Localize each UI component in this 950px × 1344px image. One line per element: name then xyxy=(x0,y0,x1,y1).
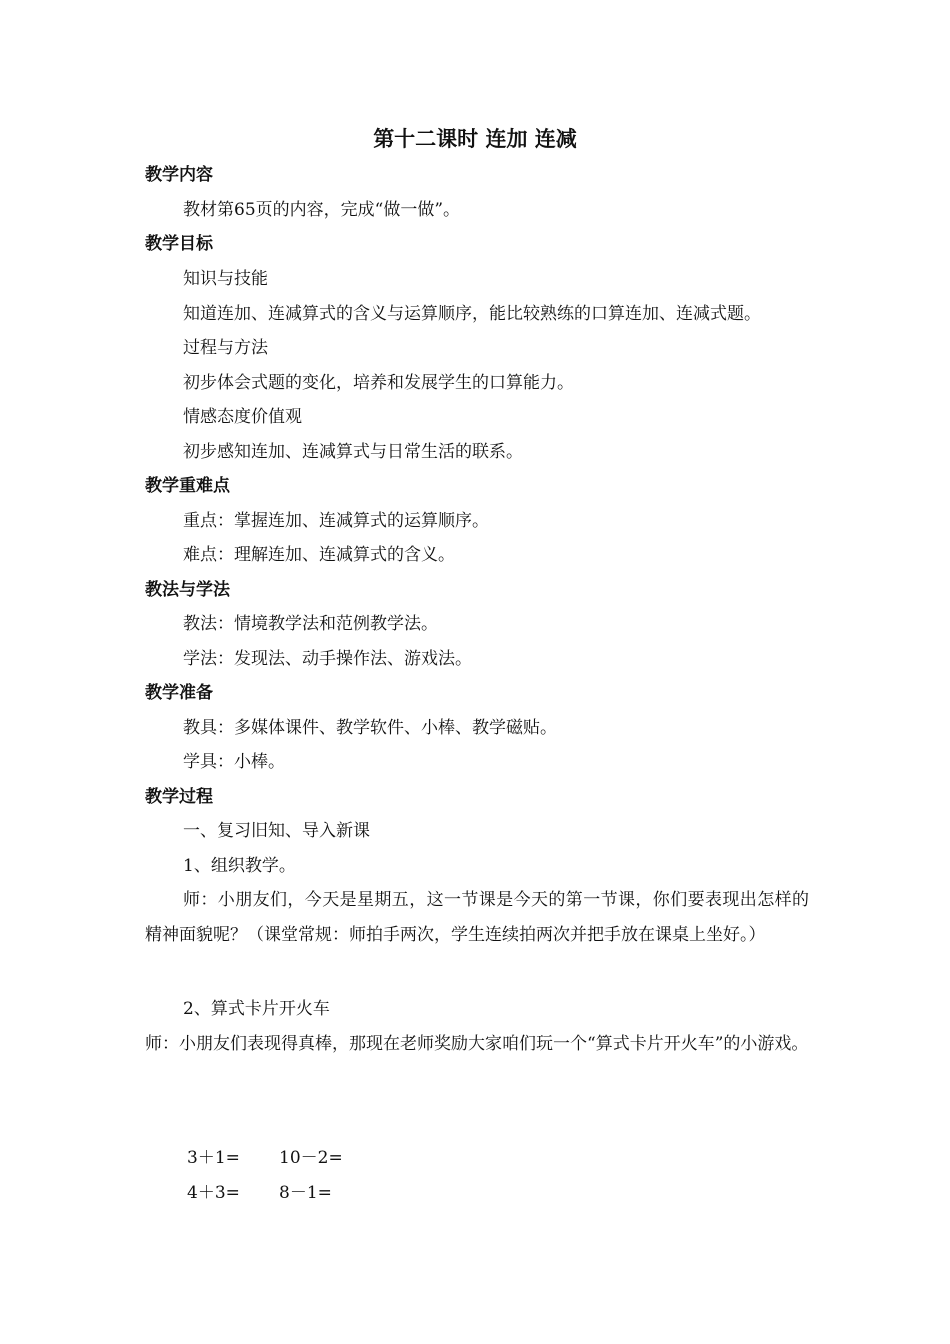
page-title: 第十二课时 连加 连减 xyxy=(373,126,577,151)
difficult-point: 难点：理解连加、连减算式的含义。 xyxy=(183,545,455,565)
goal2-text: 初步体会式题的变化，培养和发展学生的口算能力。 xyxy=(183,373,574,393)
process-heading: 教学过程 xyxy=(145,787,213,807)
step1-1: 1、组织教学。 xyxy=(183,856,296,876)
goal3-text: 初步感知连加、连减算式与日常生活的联系。 xyxy=(183,442,523,462)
goal1-text: 知道连加、连减算式的含义与运算顺序，能比较熟练的口算连加、连减式题。 xyxy=(183,304,761,324)
learn-method: 学法：发现法、动手操作法、游戏法。 xyxy=(183,649,472,669)
goal2-title: 过程与方法 xyxy=(183,338,268,358)
goal3-title: 情感态度价值观 xyxy=(183,407,302,427)
equation-card: 10－2= xyxy=(279,1148,343,1168)
teach-tools: 教具：多媒体课件、教学软件、小棒、教学磁贴。 xyxy=(183,718,557,738)
teach-method: 教法：情境教学法和范例教学法。 xyxy=(183,614,438,634)
step1-1-text: 师：小朋友们，今天是星期五，这一节课是今天的第一节课，你们要表现出怎样的精神面貌呢？（课堂常规：师拍手两次，学生连续拍两次并把手放在课桌上坐好。） xyxy=(145,890,809,945)
prep-heading: 教学准备 xyxy=(145,683,213,703)
equation-card: 4＋3= xyxy=(187,1183,240,1203)
content-text: 教材第65页的内容，完成“做一做”。 xyxy=(183,200,461,220)
equation-card: 8－1= xyxy=(279,1183,332,1203)
methods-heading: 教法与学法 xyxy=(145,580,230,600)
step1-2: 2、算式卡片开火车 xyxy=(183,999,330,1019)
content-heading: 教学内容 xyxy=(145,165,213,185)
equation-card: 3＋1= xyxy=(187,1148,240,1168)
goal1-title: 知识与技能 xyxy=(183,269,268,289)
key-heading: 教学重难点 xyxy=(145,476,230,496)
goals-heading: 教学目标 xyxy=(145,234,213,254)
step1: 一、复习旧知、导入新课 xyxy=(183,821,370,841)
key-point: 重点：掌握连加、连减算式的运算顺序。 xyxy=(183,511,489,531)
learn-tools: 学具：小棒。 xyxy=(183,752,285,772)
step1-2-text: 师：小朋友们表现得真棒，那现在老师奖励大家咱们玩一个“算式卡片开火车”的小游戏。 xyxy=(145,1034,809,1054)
